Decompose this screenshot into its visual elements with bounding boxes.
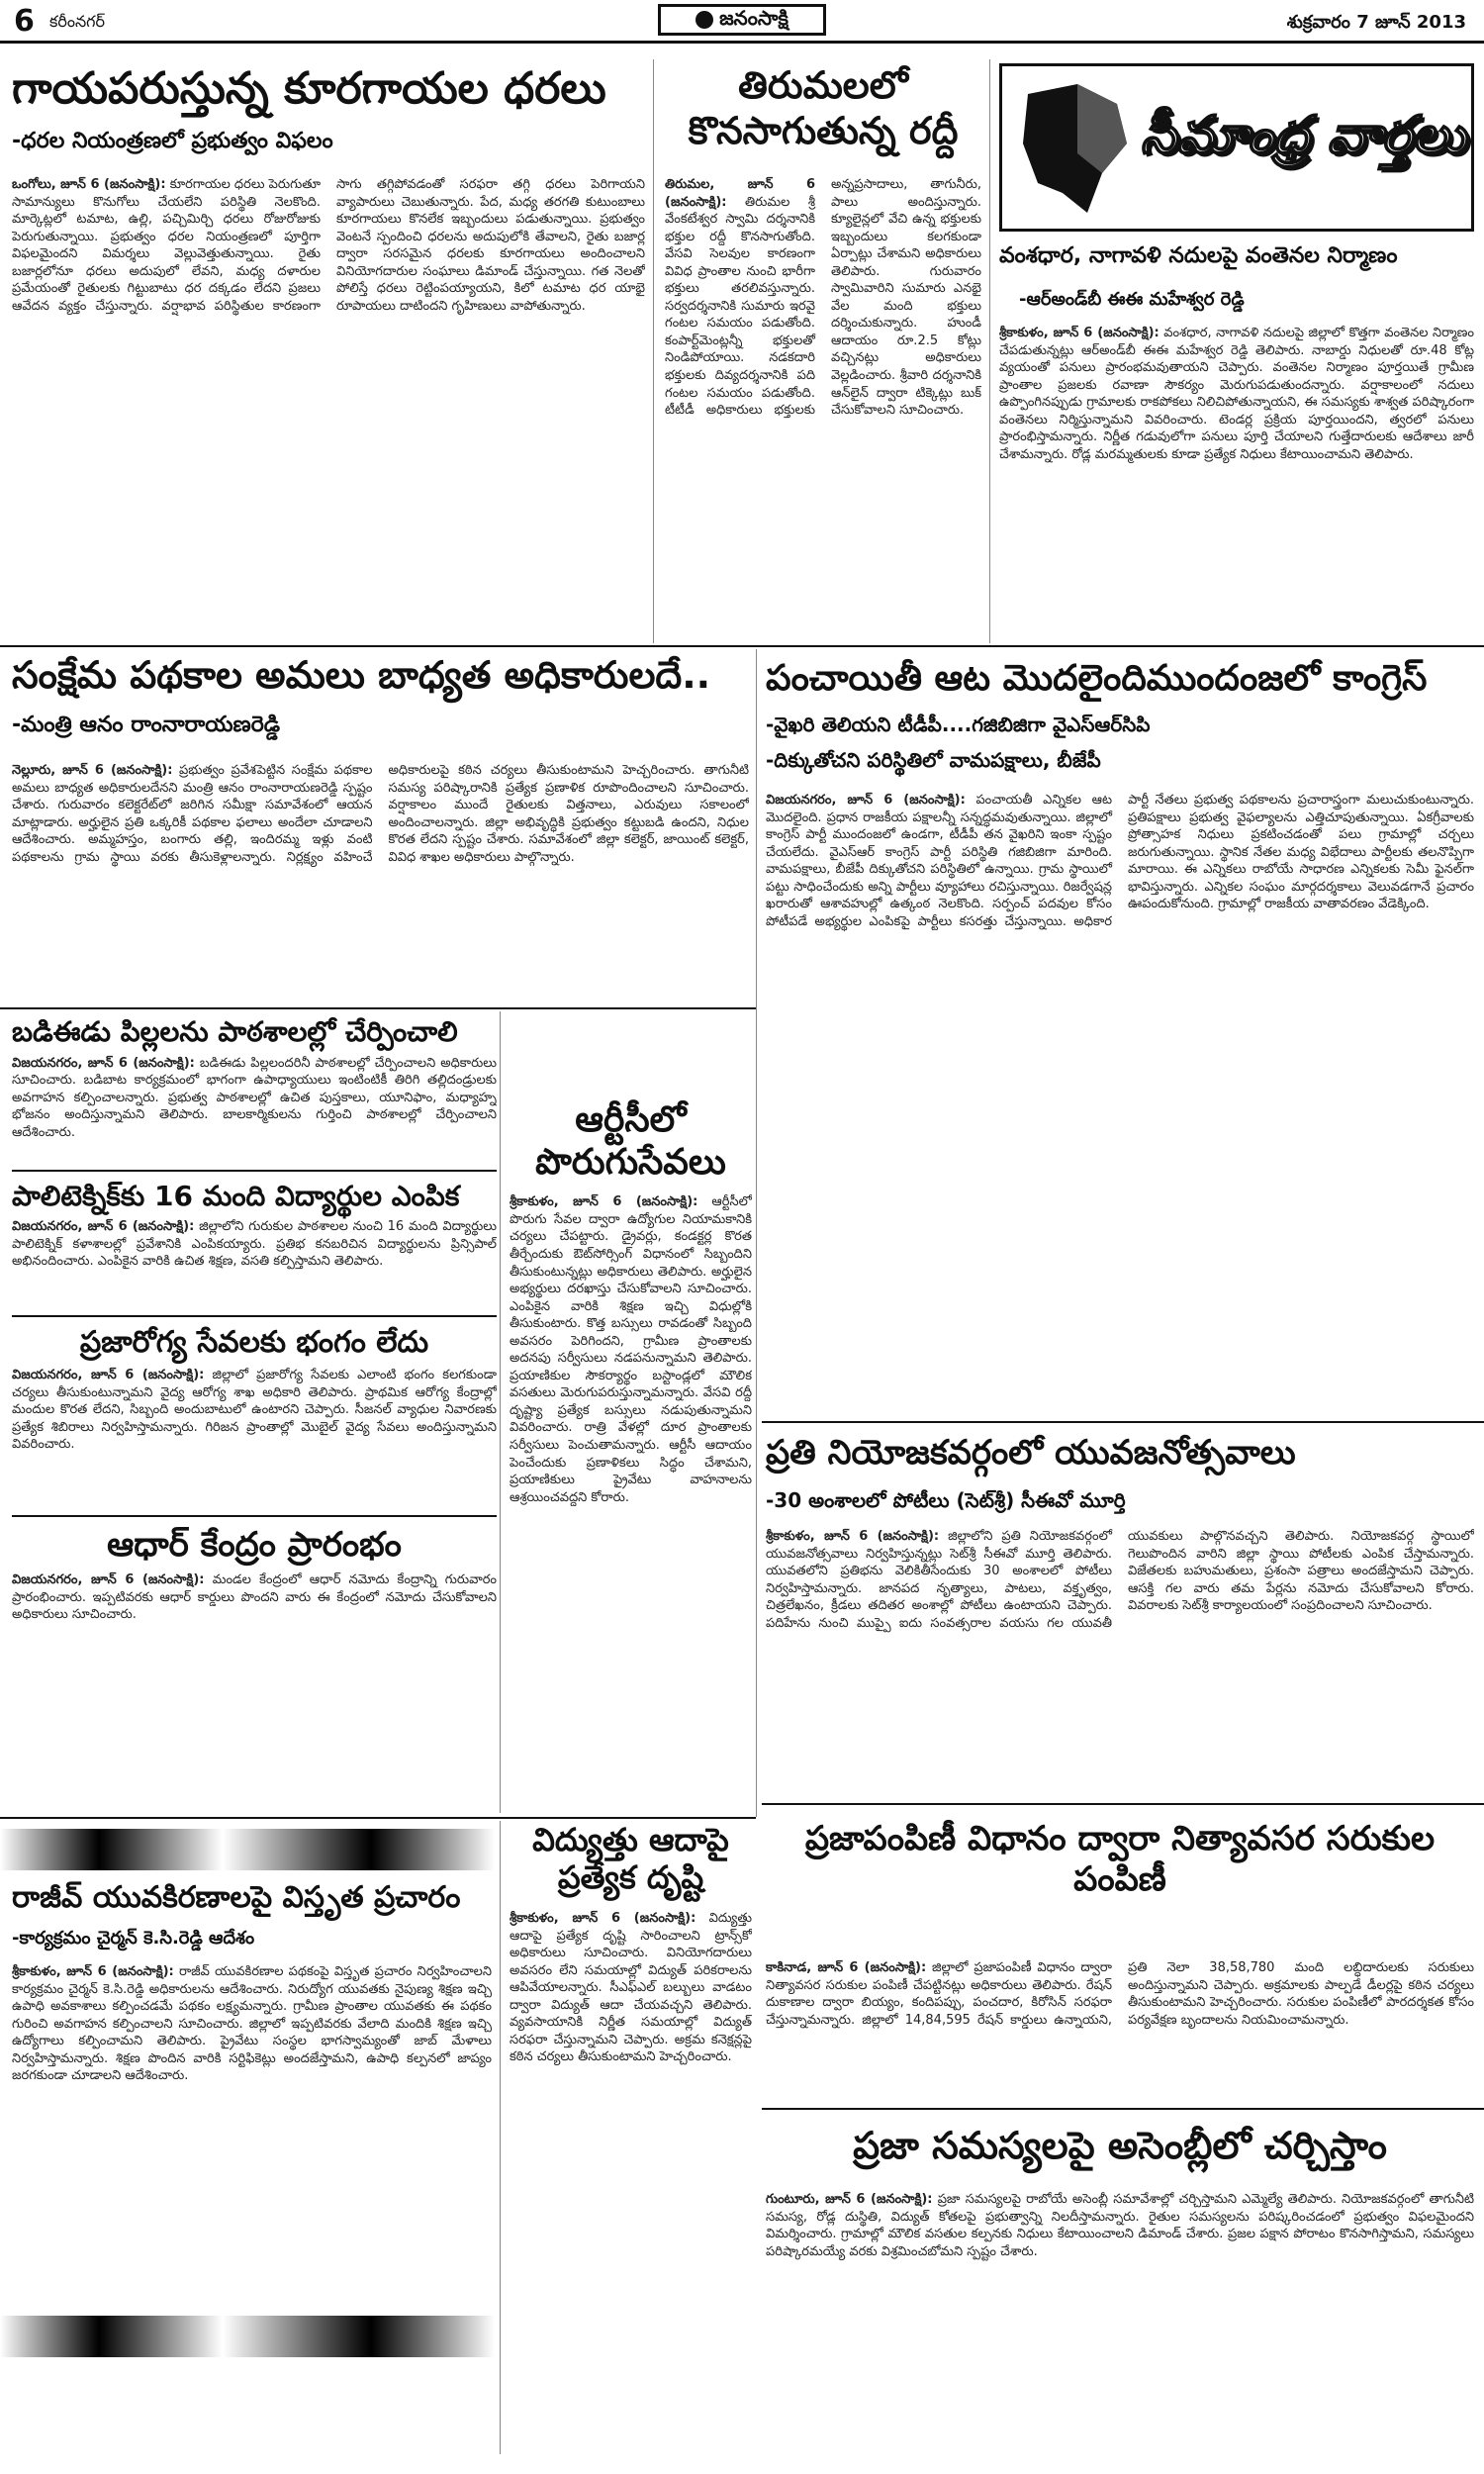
article-public-distribution [766,1959,1474,2098]
headline-public-distribution: ప్రజాపంపిణీ విధానం ద్వారా నిత్యావసర సరుకుల పంపిణీ [804,1819,1436,1899]
article-tirumala-rush [665,176,981,633]
headline-tirumala-rush: తిరుమలలో కొనసాగుతున్న రద్దీ [688,63,959,152]
article-welfare-schemes [12,762,749,998]
dateline: గుంటూరు, జూన్ 6 (జనంసాక్షి): [766,2192,933,2207]
headline-power-saving: విద్యుత్తు ఆదాపై ప్రత్యేక దృష్టి [532,1821,729,1897]
article-public-health [12,1367,497,1507]
headline-youth-festivals: ప్రతి నియోజకవర్గంలో యువజనోత్సవాలు [766,1433,1296,1473]
subheadline-vegetable-prices: -ధరల నియంత్రణలో ప్రభుత్వం విఫలం [12,129,333,153]
article-body: జిల్లాలోని ప్రతి నియోజకవర్గంలో యువజనోత్సవాలు నిర్వహిస్తున్నట్లు సెట్‌శ్రీ సీఈవో మూర్తి తెలిపారు. యువతలోని ప్రతిభను వెలికితీసేందుకు 30 అంశాలలో పోటీలు నిర్వహిస్తామన్నారు. జానపద నృత్యాలు, పాటలు, వక్తృత్వం, చిత్రలేఖనం, క్రీడలు తదితర అంశాల్లో పోటీలు ఉంటాయని చెప్పారు. పదిహేను నుంచి ముప్పై ఐదు సంవత్సరాల వయసు గల యువతీ యువకులు పాల్గొనవచ్చని తెలిపారు. నియోజకవర్గ స్థాయిలో గెలుపొందిన వారిని జిల్లా స్థాయి పోటీలకు ఎంపిక చేస్తామన్నారు. విజేతలకు బహుమతులు, ప్రశంసా పత్రాలు అందజేస్తామని చెప్పారు. ఆసక్తి గల వారు తమ పేర్లను నమోదు చేసుకోవాలని కోరారు. వివరాలకు సెట్‌శ్రీ కార్యాలయంలో సంప్రదించాలని సూచించారు. [766,1529,1474,1631]
article-polytechnic-selection [12,1218,497,1307]
article-assembly-discussion [766,2191,1474,2428]
column-divider [653,59,654,643]
page-number: 6 [14,4,35,39]
logo-icon [696,11,713,29]
dateline: శ్రీకాకుళం, జూన్ 6 (జనంసాక్షి): [510,1194,698,1210]
article-panchayat-polls [766,792,1474,1413]
article-body: బడిఈడు పిల్లలందరినీ పాఠశాలల్లో చేర్పించాలని అధికారులు సూచించారు. బడిబాట కార్యక్రమంలో భాగంగా ఉపాధ్యాయులు ఇంటింటికీ తిరిగి తల్లిదండ్రులకు అవగాహన కల్పించాలన్నారు. ప్రభుత్వ పాఠశాలల్లో ఉచిత పుస్తకాలు, యూనిఫాం, మధ్యాహ్న భోజనం అందిస్తున్నామని తెలిపారు. బాలకార్మికులను గుర్తించి పాఠశాలల్లో చేర్పించాలని ఆదేశించారు. [12,1055,497,1140]
subheadline-tdp-ysrcp: -వైఖరి తెలియని టీడీపీ....గజిబిజిగా వైఎస్‌ఆర్‌సిపి [766,713,1151,736]
dateline: ఒంగోలు, జూన్ 6 (జనంసాక్షి): [12,177,166,192]
masthead [0,0,1484,44]
column-divider [756,649,757,1817]
article-school-enrollment [12,1055,497,1162]
dateline: శ్రీకాకుళం, జూన్ 6 (జనంసాక్షి): [999,326,1159,340]
section-divider [0,1817,756,1819]
column-divider [500,1821,501,2454]
dateline: తిరుమల, జూన్ 6 (జనంసాక్షి): [665,177,815,210]
decorative-gradient-bar [0,2316,495,2357]
article-body: ఆర్టీసీలో పొరుగు సేవల ద్వారా ఉద్యోగుల నియామకానికి చర్యలు చేపట్టారు. డ్రైవర్లు, కండక్టర్ల కొరత తీర్చేందుకు ఔట్‌సోర్సింగ్ విధానంలో సిబ్బందిని తీసుకుంటున్నట్లు అధికారులు తెలిపారు. అర్హులైన అభ్యర్థులు దరఖాస్తు చేసుకోవాలని సూచించారు. ఎంపికైన వారికి శిక్షణ ఇచ్చి విధుల్లోకి తీసుకుంటారు. కొత్త బస్సులు రావడంతో సిబ్బంది అవసరం పెరిగిందని, గ్రామీణ ప్రాంతాలకు అదనపు సర్వీసులు నడపనున్నామని తెలిపారు. ప్రయాణికుల సౌకర్యార్థం బస్టాండ్లలో మౌలిక వసతులు మెరుగుపరుస్తున్నామన్నారు. వేసవి రద్దీ దృష్ట్యా ప్రత్యేక బస్సులు నడుపుతున్నామని వివరించారు. రాత్రి వేళల్లో దూర ప్రాంతాలకు సర్వీసులు పెంచుతామన్నారు. ఆర్టీసీ ఆదాయం పెంచేందుకు ప్రణాళికలు సిద్ధం చేశామని, ప్రయాణికులు ప్రైవేటు వాహనాలను ఆశ్రయించవద్దని కోరారు. [510,1194,752,1505]
article-body: తిరుమల శ్రీ వేంకటేశ్వర స్వామి దర్శనానికి భక్తుల రద్దీ కొనసాగుతోంది. వేసవి సెలవుల కారణంగా వివిధ ప్రాంతాల నుంచి భారీగా భక్తులు తరలివస్తున్నారు. సర్వదర్శనానికి సుమారు ఇరవై గంటల సమయం పడుతోంది. కంపార్ట్‌మెంట్లన్నీ భక్తులతో నిండిపోయాయి. నడకదారి భక్తులకు దివ్యదర్శనానికి పది గంటల సమయం పడుతోంది. టీటీడీ అధికారులు భక్తులకు అన్నప్రసాదాలు, తాగునీరు, పాలు అందిస్తున్నారు. క్యూలైన్లలో వేచి ఉన్న భక్తులకు ఇబ్బందులు కలగకుండా ఏర్పాట్లు చేశామని అధికారులు తెలిపారు. గురువారం స్వామివారిని సుమారు ఎనభై వేల మంది భక్తులు దర్శించుకున్నారు. హుండీ ఆదాయం రూ.2.5 కోట్లు వచ్చినట్లు అధికారులు వెల్లడించారు. శ్రీవారి దర్శనానికి ఆన్‌లైన్ ద్వారా టిక్కెట్లు బుక్ చేసుకోవాలని సూచించారు. [665,177,981,419]
article-body: పంచాయతీ ఎన్నికల ఆట మొదలైంది. ప్రధాన రాజకీయ పక్షాలన్నీ సన్నద్ధమవుతున్నాయి. జిల్లాలో కాంగ్రెస్ పార్టీ ముందంజలో ఉండగా, టీడీపీ తన వైఖరిని ఇంకా స్పష్టం చేయలేదు. వైఎస్‌ఆర్ కాంగ్రెస్ పార్టీ పరిస్థితి గజిబిజిగా మారింది. వామపక్షాలు, బీజేపీ దిక్కుతోచని పరిస్థితిలో ఉన్నాయి. గ్రామ స్థాయిలో పట్టు సాధించేందుకు అన్ని పార్టీలు వ్యూహాలు రచిస్తున్నాయి. రిజర్వేషన్ల ఖరారుతో ఆశావహుల్లో ఉత్కంఠ నెలకొంది. సర్పంచ్ పదవుల కోసం పోటీపడే అభ్యర్థుల ఎంపికపై పార్టీలు కసరత్తు చేస్తున్నాయి. అధికార పార్టీ నేతలు ప్రభుత్వ పథకాలను ప్రచారాస్త్రంగా మలుచుకుంటున్నారు. ప్రతిపక్షాలు ప్రభుత్వ వైఫల్యాలను ఎత్తిచూపుతున్నాయి. ఏకగ్రీవాలకు ప్రోత్సాహక నిధులు ప్రకటించడంతో పలు గ్రామాల్లో చర్చలు జరుగుతున్నాయి. స్థానిక నేతల మధ్య విభేదాలు పార్టీలకు తలనొప్పిగా మారాయి. ఈ ఎన్నికలు రాబోయే సాధారణ ఎన్నికలకు సెమీ ఫైనల్‌గా భావిస్తున్నారు. ఎన్నికల సంఘం మార్గదర్శకాలు వెలువడగానే ప్రచారం ఊపందుకోనుంది. గ్రామాల్లో రాజకీయ వాతావరణం వేడెక్కింది. [766,793,1474,929]
subheadline-bridges: -ఆర్‌అండ్‌బీ ఈఈ మహేశ్వర రెడ్డి [1019,289,1245,310]
dateline: శ్రీకాకుళం, జూన్ 6 (జనంసాక్షి): [510,1911,696,1926]
dateline: శ్రీకాకుళం, జూన్ 6 (జనంసాక్షి): [12,1964,174,1979]
section-divider [762,2108,1484,2110]
section-divider [762,1803,1484,1805]
article-body: ప్రజా సమస్యలపై రాబోయే అసెంబ్లీ సమావేశాల్లో చర్చిస్తామని ఎమ్మెల్యే తెలిపారు. నియోజకవర్గంలో తాగునీటి సమస్య, రోడ్ల దుస్థితి, విద్యుత్ కోతలపై ప్రభుత్వాన్ని నిలదీస్తామన్నారు. రైతుల సమస్యలను పరిష్కరించడంలో ప్రభుత్వం విఫలమైందని విమర్శించారు. గ్రామాల్లో మౌలిక వసతుల కల్పనకు నిధులు కేటాయించాలని డిమాండ్ చేశారు. ప్రజల పక్షాన పోరాటం కొనసాగిస్తామని, సమస్యలు పరిష్కారమయ్యే వరకు విశ్రమించబోమని స్పష్టం చేశారు. [766,2192,1474,2259]
headline-welfare-schemes: సంక్షేమ పథకాల అమలు బాధ్యత అధికారులదే.. [12,653,711,697]
section-divider [0,1007,756,1009]
column-divider [989,59,990,643]
dateline: కాకినాడ, జూన్ 6 (జనంసాక్షి): [766,1960,927,1975]
headline-bridges: వంశధార, నాగావళి నదులపై వంతెనల నిర్మాణం [999,243,1398,268]
article-body: జిల్లాలో ప్రజారోగ్య సేవలకు ఎలాంటి భంగం కలగకుండా చర్యలు తీసుకుంటున్నామని వైద్య ఆరోగ్య శాఖ అధికారి తెలిపారు. ప్రాథమిక ఆరోగ్య కేంద్రాల్లో మందుల కొరత లేదని, సిబ్బంది అందుబాటులో ఉంటారని చెప్పారు. సీజనల్ వ్యాధుల నివారణకు ప్రత్యేక శిబిరాలు నిర్వహిస్తామన్నారు. గిరిజన ప్రాంతాల్లో మొబైల్ వైద్య సేవలు అందిస్తున్నామని వివరించారు. [12,1368,497,1453]
dateline: విజయనగరం, జూన్ 6 (జనంసాక్షి): [12,1055,195,1071]
article-body: జిల్లాలో ప్రజాపంపిణీ విధానం ద్వారా నిత్యావసర సరుకుల పంపిణీ చేపట్టినట్లు అధికారులు తెలిపారు. రేషన్ దుకాణాల ద్వారా బియ్యం, కందిపప్పు, పంచదార, కిరోసిన్ సరఫరా చేస్తున్నామన్నారు. జిల్లాలో 14,84,595 రేషన్ కార్డులు ఉన్నాయని, ప్రతి నెలా 38,58,780 మంది లబ్ధిదారులకు సరుకులు అందిస్తున్నామని చెప్పారు. అక్రమాలకు పాల్పడే డీలర్లపై కఠిన చర్యలు తీసుకుంటామని హెచ్చరించారు. సరుకుల పంపిణీలో పారదర్శకత కోసం పర్యవేక్షణ బృందాలను నియమించామన్నారు. [766,1960,1474,2028]
dateline: నెల్లూరు, జూన్ 6 (జనంసాక్షి): [12,763,173,778]
article-power-saving [510,1910,752,2405]
column-divider [500,1011,501,1813]
subheadline-welfare-schemes: -మంత్రి ఆనం రాంనారాయణరెడ్డి [12,713,281,737]
section-divider [12,1515,497,1517]
dateline: విజయనగరం, జూన్ 6 (జనంసాక్షి): [12,1368,205,1383]
section-divider [762,1421,1484,1423]
seemandhra-news-banner [999,63,1474,232]
dateline: విజయనగరం, జూన్ 6 (జనంసాక్షి): [12,1571,205,1587]
article-body: రాజీవ్ యువకిరణాల పథకంపై విస్తృత ప్రచారం నిర్వహించాలని కార్యక్రమం చైర్మన్ కె.సి.రెడ్డి అధికారులను ఆదేశించారు. నిరుద్యోగ యువతకు నైపుణ్య శిక్షణ ఇచ్చి ఉపాధి అవకాశాలు కల్పించడమే పథకం లక్ష్యమన్నారు. గ్రామీణ ప్రాంతాల యువతకు ఈ పథకం గురించి అవగాహన కల్పించాలని సూచించారు. జిల్లాలో ఇప్పటివరకు వేలాది మందికి శిక్షణ ఇచ్చి ఉద్యోగాలు కల్పించామని తెలిపారు. ప్రైవేటు సంస్థల భాగస్వామ్యంతో జాబ్ మేళాలు నిర్వహిస్తామన్నారు. శిక్షణ పొందిన వారికి సర్టిఫికెట్లు అందజేస్తామని, ఉపాధి కల్పనలో జాప్యం జరగకుండా చూడాలని ఆదేశించారు. [12,1964,492,2084]
subheadline-youth-festivals: -30 అంశాలలో పోటీలు (సెట్‌శ్రీ) సీఈవో మూర్తి [766,1488,1126,1512]
article-body: కూరగాయల ధరలు పెరుగుతూ సామాన్యులు కొనుగోలు చేయలేని పరిస్థితి నెలకొంది. మార్కెట్లలో టమాట, ఉల్లి, పచ్చిమిర్చి ధరలు రోజురోజుకు పెరుగుతున్నాయి. ప్రభుత్వం ధరల నియంత్రణలో పూర్తిగా విఫలమైందని విమర్శలు వెల్లువెత్తుతున్నాయి. రైతు బజార్లలోనూ ధరలు అదుపులో లేవని, మధ్య దళారుల ప్రమేయంతో రైతులకు గిట్టుబాటు ధర దక్కడం లేదని ప్రజలు ఆవేదన వ్యక్తం చేస్తున్నారు. వర్షాభావ పరిస్థితుల కారణంగా సాగు తగ్గిపోవడంతో సరఫరా తగ్గి ధరలు పెరిగాయని వ్యాపారులు చెబుతున్నారు. పేద, మధ్య తరగతి కుటుంబాలు కూరగాయలు కొనలేక ఇబ్బందులు పడుతున్నాయి. ప్రభుత్వం వెంటనే స్పందించి ధరలను అదుపులోకి తేవాలని, రైతు బజార్ల ద్వారా సరసమైన ధరలకు కూరగాయలు అందించాలని వినియోగదారుల సంఘాలు డిమాండ్ చేస్తున్నాయి. గత నెలతో పోలిస్తే ధరలు రెట్టింపయ్యాయని, కిలో టమాట ధర యాభై రూపాయలు దాటిందని గృహిణులు వాపోతున్నారు. [12,177,645,314]
article-aadhaar-centre [12,1571,497,1627]
left-news-column [12,1015,497,1627]
article-body: వంశధార, నాగావళి నదులపై జిల్లాలో కొత్తగా వంతెనల నిర్మాణం చేపడుతున్నట్లు ఆర్‌అండ్‌బీ ఈఈ మహేశ్వర రెడ్డి తెలిపారు. నాబార్డు నిధులతో రూ.48 కోట్ల వ్యయంతో పనులు ప్రారంభమవుతాయని చెప్పారు. వంతెనల నిర్మాణం పూర్తయితే గ్రామీణ ప్రాంతాల ప్రజలకు రవాణా సౌకర్యం మెరుగుపడుతుందన్నారు. వర్షాకాలంలో నదులు ఉప్పొంగినప్పుడు గ్రామాలకు రాకపోకలు నిలిచిపోతున్నాయని, ఈ సమస్యకు శాశ్వత పరిష్కారంగా వంతెనలు నిర్మిస్తున్నామని వివరించారు. టెండర్ల ప్రక్రియ పూర్తయిందని, త్వరలో పనులు ప్రారంభిస్తామన్నారు. నిర్ణీత గడువులోగా పనులు పూర్తి చేయాలని గుత్తేదారులకు ఆదేశాలు జారీ చేశామన్నారు. రోడ్ల మరమ్మతులకు కూడా ప్రత్యేక నిధులు కేటాయించామని తెలిపారు. [999,326,1474,462]
headline-assembly-discussion: ప్రజా సమస్యలపై అసెంబ్లీలో చర్చిస్తాం [853,2124,1387,2167]
banner-title: సీమాంధ్ర వార్తలు [1141,106,1467,165]
headline-polytechnic-selection: పాలిటెక్నిక్‌కు 16 మంది విద్యార్థుల ఎంపిక [12,1179,460,1212]
subheadline-rajiv-yuvakiranalu: -కార్యక్రమం చైర్మన్ కె.సి.రెడ్డి ఆదేశం [12,1928,255,1949]
paper-name: జనంసాక్షి [719,5,788,30]
headline-aadhaar-centre: ఆధార్ కేంద్రం ప్రారంభం [107,1525,402,1566]
article-body: ప్రభుత్వం ప్రవేశపెట్టిన సంక్షేమ పథకాల అమలు బాధ్యత అధికారులదేనని మంత్రి ఆనం రాంనారాయణరెడ్డి స్పష్టం చేశారు. గురువారం కలెక్టరేట్‌లో జరిగిన సమీక్షా సమావేశంలో ఆయన మాట్లాడారు. అర్హులైన ప్రతి ఒక్కరికీ పథకాల ఫలాలు అందేలా చూడాలని ఆదేశించారు. అమ్మహస్తం, బంగారు తల్లి, ఇందిరమ్మ ఇళ్లు వంటి పథకాలను గ్రామ స్థాయి వరకు తీసుకెళ్లాలన్నారు. నిర్లక్ష్యం వహించే అధికారులపై కఠిన చర్యలు తీసుకుంటామని హెచ్చరించారు. తాగునీటి సమస్య పరిష్కారానికి ప్రత్యేక ప్రణాళిక రూపొందించాలని సూచించారు. వర్షాకాలం ముందే రైతులకు విత్తనాలు, ఎరువులు సకాలంలో అందించాలన్నారు. జిల్లా అభివృద్ధికి ప్రభుత్వం కట్టుబడి ఉందని, నిధుల కొరత లేదని స్పష్టం చేశారు. సమావేశంలో జిల్లా కలెక్టర్, జాయింట్ కలెక్టర్, వివిధ శాఖల అధికారులు పాల్గొన్నారు. [12,763,749,865]
headline-rajiv-yuvakiranalu: రాజీవ్ యువకిరణాలపై విస్తృత ప్రచారం [12,1880,461,1915]
section-divider [12,1315,497,1317]
article-body: విద్యుత్తు ఆదాపై ప్రత్యేక దృష్టి సారించాలని ట్రాన్స్‌కో అధికారులు సూచించారు. వినియోగదారులు అవసరం లేని సమయాల్లో విద్యుత్ పరికరాలను ఆపివేయాలన్నారు. సీఎఫ్‌ఎల్ బల్బులు వాడటం ద్వారా విద్యుత్ ఆదా చేయవచ్చని తెలిపారు. వ్యవసాయానికి నిర్ణీత సమయాల్లో విద్యుత్ సరఫరా చేస్తున్నామని చెప్పారు. అక్రమ కనెక్షన్లపై కఠిన చర్యలు తీసుకుంటామని హెచ్చరించారు. [510,1911,752,2065]
article-body: మండల కేంద్రంలో ఆధార్ నమోదు కేంద్రాన్ని గురువారం ప్రారంభించారు. ఇప్పటివరకు ఆధార్ కార్డులు పొందని వారు ఈ కేంద్రంలో నమోదు చేసుకోవాలని అధికారులు సూచించారు. [12,1571,497,1623]
subheadline-left-bjp: -దిక్కుతోచని పరిస్థితిలో వామపక్షాలు, బీజేపీ [766,748,1101,772]
article-bridges [999,325,1474,633]
section-divider [12,1170,497,1172]
decorative-gradient-bar [0,1829,495,1870]
paper-logo [658,4,826,36]
headline-school-enrollment: బడిఈడు పిల్లలను పాఠశాలల్లో చేర్పించాలి [12,1015,458,1048]
section-name: కరీంనగర్ [49,12,106,31]
issue-date: శుక్రవారం 7 జూన్ 2013 [1286,12,1466,33]
headline-vegetable-prices: గాయపరుస్తున్న కూరగాయల ధరలు [12,63,606,114]
section-divider [0,645,1484,647]
headline-public-health: ప్రజారోగ్య సేవలకు భంగం లేదు [79,1325,429,1361]
article-rajiv-yuvakiranalu [12,1963,492,2286]
article-youth-festivals [766,1528,1474,1795]
dateline: శ్రీకాకుళం, జూన్ 6 (జనంసాక్షి): [766,1529,940,1544]
article-vegetable-prices [12,176,645,633]
article-body: జిల్లాలోని గురుకుల పాఠశాలల నుంచి 16 మంది విద్యార్థులు పాలిటెక్నిక్ కళాశాలల్లో ప్రవేశానికి ఎంపికయ్యారు. ప్రతిభ కనబరిచిన విద్యార్థులను ప్రిన్సిపాల్ అభినందించారు. ఎంపికైన వారికి ఉచిత శిక్షణ, వసతి కల్పిస్తామని తెలిపారు. [12,1219,497,1270]
article-rtc-outsourcing [510,1193,752,1748]
state-map-icon [1008,74,1137,223]
middle-news-column [510,1098,752,1748]
dateline: విజయనగరం, జూన్ 6 (జనంసాక్షి): [12,1219,195,1235]
headline-rtc-outsourcing: ఆర్టీసీలో పొరుగుసేవలు [535,1099,726,1184]
headline-panchayat-polls: పంచాయితీ ఆట మొదలైందిముందంజలో కాంగ్రెస్ [766,658,1428,699]
dateline: విజయనగరం, జూన్ 6 (జనంసాక్షి): [766,793,966,808]
